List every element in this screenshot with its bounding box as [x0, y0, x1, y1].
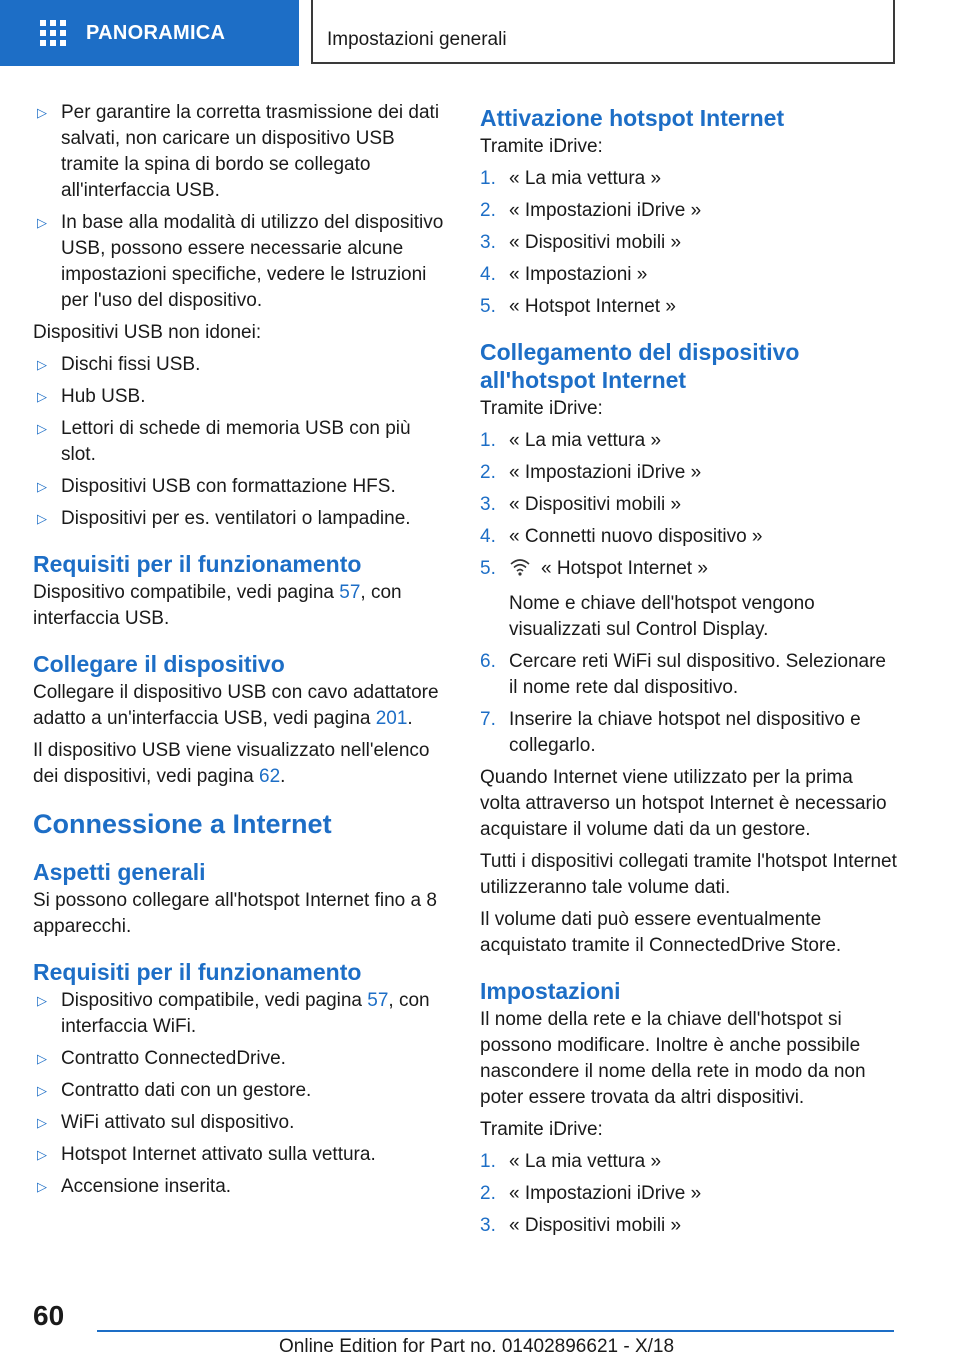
section-title-box — [311, 0, 895, 64]
general-aspects-text: Si possono collegare all'hotspot Internet fino a 8 apparecchi. — [33, 890, 437, 937]
list-item: ▷ WiFi attivato sul dispositivo. — [33, 1110, 445, 1136]
list-item: ▷ Hub USB. — [33, 384, 445, 410]
list-item: 5. « Hotspot Internet » Nome e chiave dell'hotspot vengono visualizzati sul Control Display. — [480, 556, 898, 643]
overview-nav-button[interactable] — [0, 0, 299, 66]
section-title: Impostazioni generali — [327, 29, 507, 50]
settings-heading: Impostazioni — [480, 978, 621, 1004]
left-column — [33, 100, 445, 1206]
list-item: ▷ Dispositivi per es. ventilatori o lampadine. — [33, 506, 445, 532]
hotspot-activation-heading: Attivazione hotspot Internet — [480, 105, 785, 131]
requirements-heading: Requisiti per il funzionamento — [33, 551, 362, 577]
store-text: Il volume dati può essere eventualmente acquistato tramite il ConnectedDrive Store. — [480, 909, 842, 956]
list-item: 4. « Impostazioni » — [480, 264, 648, 285]
triangle-bullet-icon: ▷ — [37, 511, 47, 526]
list-item: 1. « La mia vettura » — [480, 430, 662, 451]
page-link[interactable]: 57 — [339, 582, 361, 603]
grid-icon — [40, 20, 66, 46]
footer-divider — [97, 1330, 894, 1332]
settings-steps-list — [480, 1149, 898, 1239]
list-item: 3. « Dispositivi mobili » — [480, 232, 682, 253]
list-item: ▷ Contratto ConnectedDrive. — [33, 1046, 445, 1072]
via-idrive-label: Tramite iDrive: — [480, 136, 603, 157]
list-item: ▷ Dischi fissi USB. — [33, 352, 445, 378]
right-column — [480, 100, 898, 1245]
triangle-bullet-icon: ▷ — [37, 215, 47, 230]
triangle-bullet-icon: ▷ — [37, 105, 47, 120]
triangle-bullet-icon: ▷ — [37, 1051, 47, 1066]
triangle-bullet-icon: ▷ — [37, 1083, 47, 1098]
data-volume-text: Quando Internet viene utilizzato per la prima volta attraverso un hotspot Internet è necessario acquistare il volume dati da un gestore. — [480, 767, 887, 840]
triangle-bullet-icon: ▷ — [37, 357, 47, 372]
list-item: ▷ Per garantire la corretta trasmissione dei dati salvati, non caricare un dispositivo USB tramite la spina di bordo se collegato all'interfaccia USB. — [37, 102, 440, 201]
list-item: ▷ Contratto dati con un gestore. — [33, 1078, 445, 1104]
connect-device-text: Collegare il dispositivo USB con cavo adattatore adatto a un'interfaccia USB, vedi pagina 201. — [33, 682, 439, 729]
internet-connection-heading: Connessione a Internet — [33, 809, 332, 839]
list-item: 4. « Connetti nuovo dispositivo » — [480, 526, 763, 547]
page-link[interactable]: 201 — [375, 708, 408, 729]
unsuitable-devices-list — [33, 352, 445, 532]
general-aspects-heading: Aspetti generali — [33, 859, 206, 885]
list-item: 2. « Impostazioni iDrive » — [480, 200, 702, 221]
page-header — [0, 0, 960, 66]
device-list-text: Il dispositivo USB viene visualizzato nell'elenco dei dispositivi, vedi pagina 62. — [33, 740, 430, 787]
requirements-list — [33, 988, 445, 1200]
overview-nav-label: PANORAMICA — [86, 21, 226, 44]
via-idrive-label: Tramite iDrive: — [480, 398, 603, 419]
list-item: ▷ Hotspot Internet attivato sulla vettura. — [33, 1142, 445, 1168]
usb-notes-list — [33, 100, 445, 314]
list-item: 3. « Dispositivi mobili » — [480, 494, 682, 515]
list-item: ▷ Dispositivi USB con formattazione HFS. — [33, 474, 445, 500]
list-item: 1. « La mia vettura » — [480, 1151, 662, 1172]
triangle-bullet-icon: ▷ — [37, 479, 47, 494]
edition-text: Online Edition for Part no. 01402896621 - X/18 — [279, 1336, 675, 1357]
page-number: 60 — [33, 1300, 65, 1331]
unsuitable-intro: Dispositivi USB non idonei: — [33, 322, 262, 343]
triangle-bullet-icon: ▷ — [37, 1115, 47, 1130]
list-item: 1. « La mia vettura » — [480, 168, 662, 189]
list-item: ▷ Accensione inserita. — [33, 1174, 445, 1200]
triangle-bullet-icon: ▷ — [37, 389, 47, 404]
list-item: 7. Inserire la chiave hotspot nel dispositivo e collegarlo. — [480, 709, 861, 756]
list-item: 3. « Dispositivi mobili » — [480, 1215, 682, 1236]
triangle-bullet-icon: ▷ — [37, 1147, 47, 1162]
list-item: ▷ In base alla modalità di utilizzo del dispositivo USB, possono essere necessarie alcune impostazioni specifiche, vedere le Istruzioni per l'uso del dispositivo. — [37, 212, 444, 311]
list-item: ▷ Lettori di schede di memoria USB con più slot. — [37, 418, 411, 465]
triangle-bullet-icon: ▷ — [37, 1179, 47, 1194]
list-item: 6. Cercare reti WiFi sul dispositivo. Selezionare il nome rete dal dispositivo. — [480, 651, 886, 698]
list-item: 5. « Hotspot Internet » — [480, 296, 676, 317]
connect-device-heading: Collegare il dispositivo — [33, 651, 285, 677]
via-idrive-label: Tramite iDrive: — [480, 1119, 603, 1140]
page-link[interactable]: 57 — [367, 990, 389, 1011]
list-item: ▷ Dispositivo compatibile, vedi pagina 57, con interfaccia WiFi. — [37, 990, 430, 1037]
triangle-bullet-icon: ▷ — [37, 421, 47, 436]
wifi-icon — [509, 557, 531, 585]
requirements-2-heading: Requisiti per il funzionamento — [33, 959, 362, 985]
requirements-text: Dispositivo compatibile, vedi pagina 57, con interfaccia USB. — [33, 582, 402, 629]
triangle-bullet-icon: ▷ — [37, 993, 47, 1008]
connect-steps-list — [480, 428, 898, 759]
list-item: 2. « Impostazioni iDrive » — [480, 1183, 702, 1204]
settings-text: Il nome della rete e la chiave dell'hotspot si possono modificare. Inoltre è anche possibile nascondere il nome della rete in modo da non poter essere trovata da altri dispositivi. — [480, 1009, 866, 1108]
step-note: Nome e chiave dell'hotspot vengono visualizzati sul Control Display. — [509, 593, 815, 640]
list-item: 2. « Impostazioni iDrive » — [480, 462, 702, 483]
page-link[interactable]: 62 — [259, 766, 281, 787]
connect-to-hotspot-heading: Collegamento del dispositivo all'hotspot Internet — [480, 339, 800, 393]
shared-volume-text: Tutti i dispositivi collegati tramite l'hotspot Internet utilizzeranno tale volume dati. — [480, 851, 897, 898]
activation-steps-list — [480, 166, 898, 320]
